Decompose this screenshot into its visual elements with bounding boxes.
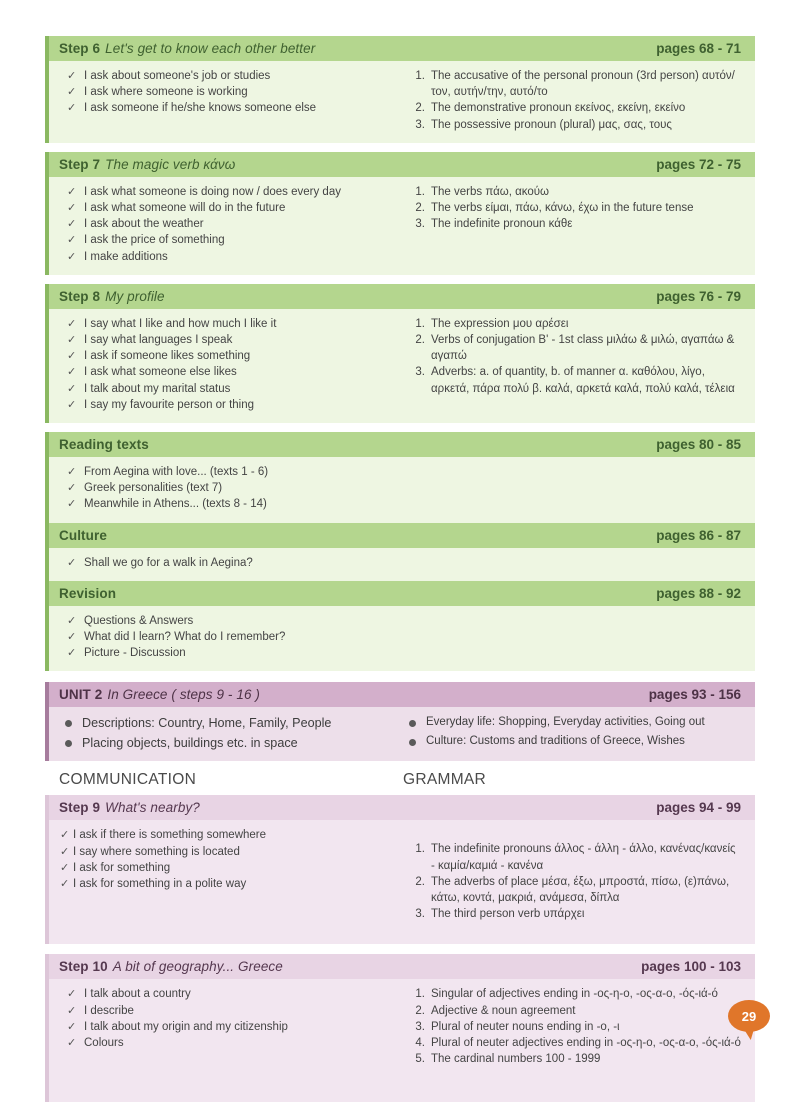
section-body (45, 548, 755, 581)
section-title (59, 586, 116, 601)
list-item: Plural of neuter adjectives ending in -ος-η-ο, -ος-α-ο, -ός-ιά-ό (431, 1037, 741, 1050)
spacer (45, 671, 755, 682)
section-header (45, 682, 755, 707)
list-item: Everyday life: Shopping, Everyday activities, Going out (403, 713, 741, 732)
list-item: ✓ Meanwhile in Athens... (texts 8 - 14) (59, 496, 397, 512)
list-item: ✓ I ask what someone is doing now / does every day (59, 184, 397, 200)
communication-list (59, 827, 397, 892)
unit-right-list (403, 713, 741, 751)
grammar-column (397, 184, 741, 265)
spacer (45, 944, 755, 954)
list-item: The demonstrative pronoun εκείνος, εκείνη, εκείνο (431, 102, 686, 115)
section-pages: pages 86 - 87 (656, 527, 741, 543)
list-item: The verbs πάω, ακούω (431, 185, 550, 198)
section-body (45, 979, 755, 1101)
communication-list (59, 68, 397, 117)
section-edge (45, 795, 49, 944)
list-item: ✓ I ask for something (59, 860, 397, 876)
grammar-column (397, 68, 741, 133)
section-body (45, 820, 755, 944)
list-item: ✓ I ask where someone is working (59, 84, 397, 100)
list-item: ✓ I talk about my origin and my citizenship (59, 1019, 397, 1035)
section-label: UNIT 2 (59, 687, 103, 703)
contents-page (45, 0, 755, 1066)
section-title (59, 528, 107, 543)
communication-column (59, 555, 397, 571)
communication-column (59, 68, 397, 133)
section-label: Step 6 (59, 41, 101, 56)
section-header (45, 284, 755, 309)
section-subtitle: What's nearby? (105, 800, 200, 816)
grammar-column (397, 613, 741, 662)
section-body (45, 707, 755, 761)
section-revision (45, 581, 755, 672)
list-item: ✓ Greek personalities (text 7) (59, 480, 397, 496)
list-item: The accusative of the personal pronoun (3rd person) αυτόν/τον, αυτήν/την, αυτό/το (431, 70, 735, 99)
section-reading-texts (45, 432, 755, 523)
section-header (45, 152, 755, 177)
list-item: Descriptions: Country, Home, Family, People (59, 713, 397, 733)
list-item: Placing objects, buildings etc. in space (59, 733, 397, 753)
list-item: Adjective & noun agreement (431, 1004, 576, 1017)
list-item: ✓ Shall we go for a walk in Aegina? (59, 555, 397, 571)
grammar-list (403, 316, 741, 397)
list-item: The cardinal numbers 100 - 1999 (431, 1053, 601, 1066)
section-pages: pages 68 - 71 (656, 41, 741, 56)
section-title (59, 437, 149, 452)
list-item: ✓ I ask about the weather (59, 216, 397, 232)
list-item: The third person verb υπάρχει (431, 908, 585, 921)
section-step-8 (45, 284, 755, 423)
section-step-9 (45, 795, 755, 944)
section-label: Step 9 (59, 800, 101, 816)
list-item: The verbs είμαι, πάω, κάνω, έχω in the future tense (431, 202, 694, 215)
communication-list (59, 316, 397, 413)
list-item: ✓ I ask if someone likes something (59, 348, 397, 364)
list-item: The indefinite pronoun κάθε (431, 218, 573, 231)
list-item: Verbs of conjugation B' - 1st class μιλάω & μιλώ, αγαπάω & αγαπώ (431, 334, 735, 363)
section-label: Step 10 (59, 959, 108, 975)
section-header (45, 954, 755, 979)
section-subtitle: Let's get to know each other better (105, 41, 316, 56)
grammar-list (403, 68, 741, 133)
spacer (45, 0, 755, 36)
list-item: The possessive pronoun (plural) μας, σας, τους (431, 118, 672, 131)
communication-column (59, 986, 397, 1067)
list-item: ✓ I ask about someone's job or studies (59, 68, 397, 84)
section-subtitle: A bit of geography... Greece (112, 959, 283, 975)
section-edge (45, 682, 49, 761)
list-item: ✓ I ask if there is something somewhere (59, 827, 397, 843)
section-step-10 (45, 954, 755, 1101)
grammar-list (403, 184, 741, 233)
section-label: Culture (59, 527, 107, 543)
page-number-badge (728, 1000, 770, 1032)
grammar-column (397, 316, 741, 413)
list-item: ✓ Picture - Discussion (59, 645, 397, 661)
section-edge (45, 954, 49, 1101)
list-item: ✓ I ask what someone else likes (59, 364, 397, 380)
spacer (45, 143, 755, 152)
section-title (59, 289, 165, 304)
list-item: ✓ What did I learn? What do I remember? (59, 629, 397, 645)
section-title (59, 41, 315, 56)
list-item: ✓ From Aegina with love... (texts 1 - 6) (59, 464, 397, 480)
section-pages: pages 100 - 103 (641, 959, 741, 975)
section-title (59, 959, 283, 974)
grammar-column (397, 555, 741, 571)
section-edge (45, 581, 49, 672)
communication-list (59, 613, 397, 662)
section-body (45, 457, 755, 523)
communication-list (59, 464, 397, 513)
list-item: Singular of adjectives ending in -ος-η-ο, -ος-α-ο, -ός-ιά-ό (431, 988, 718, 1001)
section-subtitle: In Greece ( steps 9 - 16 ) (107, 687, 261, 703)
list-item: ✓ I ask what someone will do in the future (59, 200, 397, 216)
list-item: ✓ I ask the price of something (59, 232, 397, 248)
section-edge (45, 523, 49, 581)
spacer (45, 275, 755, 284)
communication-column (59, 827, 397, 922)
section-pages: pages 72 - 75 (656, 156, 741, 172)
section-edge (45, 152, 49, 275)
unit-left-column (59, 713, 397, 753)
heading-grammar: GRAMMAR (403, 771, 487, 789)
grammar-list (403, 986, 741, 1067)
unit-left-list (59, 713, 397, 753)
list-item: The adverbs of place μέσα, έξω, μπροστά, πίσω, (ε)πάνω, κάτω, κοντά, μακριά, ανάμεσα, δίπλα (431, 875, 730, 905)
section-title (59, 687, 260, 702)
section-header (45, 36, 755, 61)
section-title (59, 800, 200, 815)
section-body (45, 606, 755, 672)
page-number: 29 (741, 1008, 757, 1024)
grammar-column (397, 827, 741, 922)
list-item: ✓ I say where something is located (59, 844, 397, 860)
section-label: Revision (59, 585, 117, 601)
section-culture (45, 523, 755, 581)
section-title (59, 157, 235, 172)
section-edge (45, 284, 49, 423)
communication-list (59, 555, 397, 571)
section-unit-2 (45, 682, 755, 761)
section-body (45, 61, 755, 143)
section-body (45, 309, 755, 423)
grammar-column (397, 464, 741, 513)
section-step-6 (45, 36, 755, 143)
section-header (45, 523, 755, 548)
section-header (45, 432, 755, 457)
list-item: ✓ Questions & Answers (59, 613, 397, 629)
section-pages: pages 94 - 99 (656, 800, 741, 816)
heading-communication: COMMUNICATION (59, 771, 197, 789)
communication-list (59, 184, 397, 265)
list-item: ✓ I say what languages I speak (59, 332, 397, 348)
section-pages: pages 93 - 156 (648, 687, 741, 703)
list-item: Culture: Customs and traditions of Greece, Wishes (403, 732, 741, 751)
section-pages: pages 76 - 79 (656, 288, 741, 304)
list-item: Plural of neuter nouns ending in -ο, -ι (431, 1020, 620, 1033)
list-item: ✓ I ask someone if he/she knows someone else (59, 100, 397, 116)
list-item: ✓ Colours (59, 1035, 397, 1051)
grammar-list (403, 841, 741, 922)
section-edge (45, 432, 49, 523)
spacer (45, 423, 755, 432)
list-item: ✓ I say my favourite person or thing (59, 397, 397, 413)
list-item: The indefinite pronouns άλλος - άλλη - άλλο, κανένας/κανείς - καμία/καμιά - κανένα (431, 843, 736, 872)
section-subtitle: My profile (105, 288, 165, 304)
unit-right-column (397, 713, 741, 753)
communication-column (59, 613, 397, 662)
communication-column (59, 316, 397, 413)
section-body (45, 177, 755, 275)
communication-column (59, 464, 397, 513)
section-pages: pages 80 - 85 (656, 437, 741, 453)
list-item: ✓ I say what I like and how much I like it (59, 316, 397, 332)
list-item: The expression μου αρέσει (431, 317, 569, 330)
section-header (45, 795, 755, 820)
list-item: ✓ I talk about my marital status (59, 381, 397, 397)
list-item: Adverbs: a. of quantity, b. of manner α. καθόλου, λίγο, αρκετά, πάρα πολύ β. καλά, αρκετά καλά, πολύ καλά, τέλεια (431, 366, 735, 395)
communication-list (59, 986, 397, 1051)
section-step-7 (45, 152, 755, 275)
section-subtitle: The magic verb κάνω (105, 156, 236, 172)
section-label: Step 8 (59, 288, 101, 304)
list-item: ✓ I make additions (59, 249, 397, 265)
column-headings (45, 761, 755, 795)
section-header (45, 581, 755, 606)
section-label: Step 7 (59, 156, 101, 172)
section-pages: pages 88 - 92 (656, 585, 741, 601)
section-label: Reading texts (59, 437, 149, 453)
list-item: ✓ I ask for something in a polite way (59, 876, 397, 892)
communication-column (59, 184, 397, 265)
grammar-column (397, 986, 741, 1067)
list-item: ✓ I talk about a country (59, 986, 397, 1002)
list-item: ✓ I describe (59, 1003, 397, 1019)
section-edge (45, 36, 49, 143)
